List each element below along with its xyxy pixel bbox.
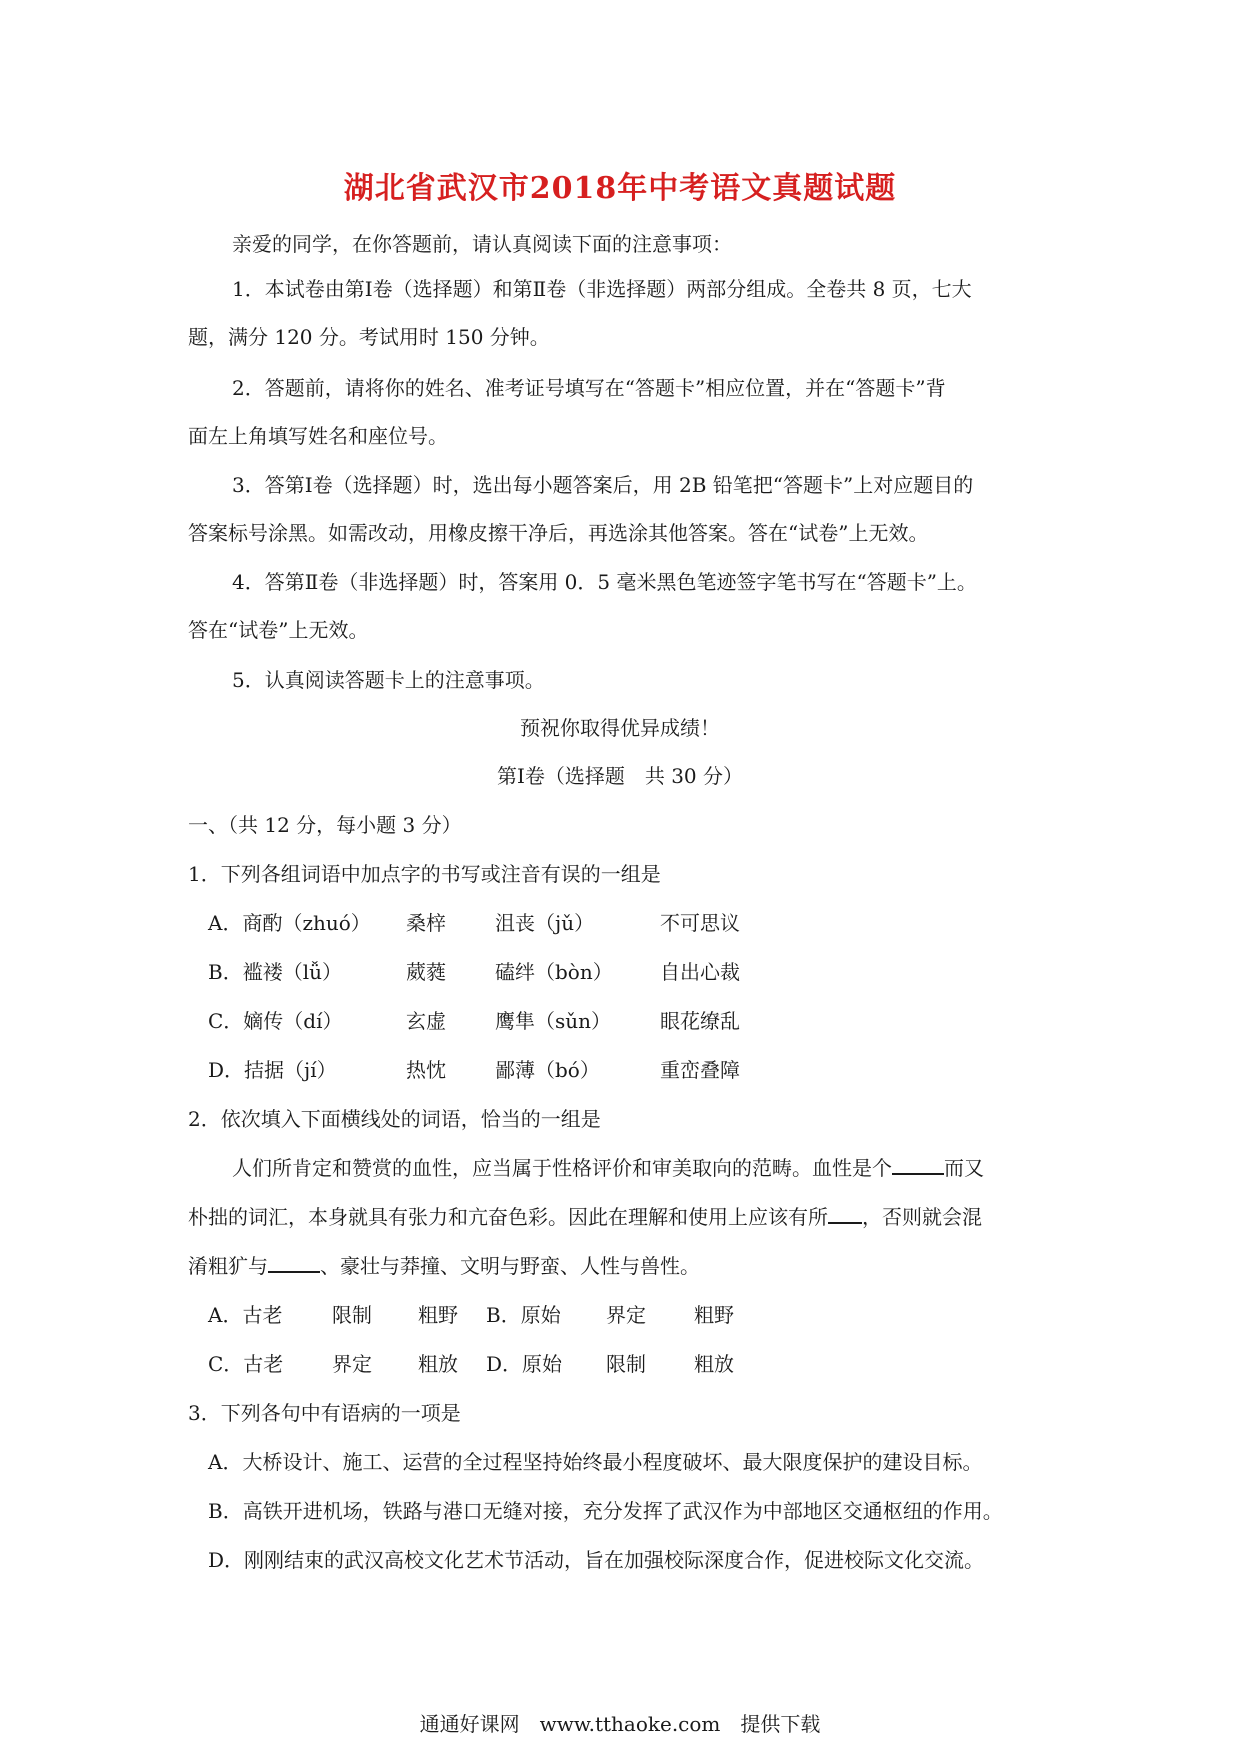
option-text: B．褴褛（lǚ） [208,960,342,984]
page-title: 湖北省武汉市2018年中考语文真题试题 [343,171,897,206]
note-3-line-1: 3．答第Ⅰ卷（选择题）时，选出每小题答案后，用 2B 铅笔把“答题卡”上对应题目的 [232,473,974,497]
option-text: 界定 [606,1303,646,1327]
note-4-line-2: 答在“试卷”上无效。 [188,618,369,642]
option-text: 桑梓 [406,911,446,935]
passage-text: ，否则就会混 [862,1205,982,1229]
question-1-stem: 1．下列各组词语中加点字的书写或注音有误的一组是 [188,862,661,886]
note-4-line-1: 4．答第Ⅱ卷（非选择题）时，答案用 0．5 毫米黑色笔迹签字笔书写在“答题卡”上。 [232,570,977,594]
option-text: 磕绊（bòn） [495,960,613,984]
question-3-option-b: B．高铁开进机场，铁路与港口无缝对接，充分发挥了武汉作为中部地区交通枢纽的作用。 [208,1499,1003,1523]
option-text: 粗野 [418,1303,458,1327]
option-text: 界定 [332,1352,372,1376]
option-text: 鹰隼（sǔn） [495,1009,612,1033]
option-text: 沮丧（jǔ） [495,911,595,935]
option-text: B．原始 [486,1303,561,1327]
answer-blank-3[interactable] [268,1253,320,1273]
question-2-options-ab [0,1301,1240,1329]
wish-text: 预祝你取得优异成绩！ [520,716,720,740]
option-text: 粗放 [418,1352,458,1376]
passage-text: 朴拙的词汇，本身就具有张力和亢奋色彩。因此在理解和使用上应该有所 [188,1205,828,1229]
option-text: 不可思议 [660,911,740,935]
part-one-heading: 一、（共 12 分，每小题 3 分） [188,813,462,837]
option-text: C．嫡传（dí） [208,1009,343,1033]
passage-text: 、豪壮与莽撞、文明与野蛮、人性与兽性。 [320,1254,700,1278]
option-text: 粗野 [694,1303,734,1327]
option-text: 热忱 [406,1058,446,1082]
question-1-option-d [0,1056,1240,1084]
intro-text: 亲爱的同学，在你答题前，请认真阅读下面的注意事项： [232,232,732,256]
option-text: 限制 [606,1352,646,1376]
question-2-stem: 2．依次填入下面横线处的词语，恰当的一组是 [188,1107,601,1131]
option-text: A．商酌（zhuó） [208,911,371,935]
option-text: 玄虚 [406,1009,446,1033]
option-text: D．原始 [486,1352,563,1376]
option-text: 鄙薄（bó） [495,1058,600,1082]
option-text: 重峦叠障 [660,1058,740,1082]
option-text: 眼花缭乱 [660,1009,740,1033]
note-5-line-1: 5．认真阅读答题卡上的注意事项。 [232,668,545,692]
option-text: D．拮据（jí） [208,1058,337,1082]
passage-text: 人们所肯定和赞赏的血性，应当属于性格评价和审美取向的范畴。血性是个 [232,1156,892,1180]
question-1-option-b [0,958,1240,986]
footer-source: 通通好课网 www.tthaoke.com 提供下载 [419,1712,821,1736]
question-2-passage-line-2 [188,1203,982,1231]
question-3-option-a: A．大桥设计、施工、运营的全过程坚持始终最小程度破坏、最大限度保护的建设目标。 [208,1450,983,1474]
answer-blank-1[interactable] [892,1155,944,1175]
passage-text: 而又 [944,1156,984,1180]
note-1-line-1: 1．本试卷由第Ⅰ卷（选择题）和第Ⅱ卷（非选择题）两部分组成。全卷共 8 页，七大 [232,277,972,301]
answer-blank-2[interactable] [828,1204,862,1224]
section-title: 第Ⅰ卷（选择题 共 30 分） [496,764,744,788]
option-text: 限制 [332,1303,372,1327]
note-1-line-2: 题，满分 120 分。考试用时 150 分钟。 [188,325,550,349]
note-2-line-1: 2．答题前，请将你的姓名、准考证号填写在“答题卡”相应位置，并在“答题卡”背 [232,376,946,400]
option-text: A．古老 [208,1303,283,1327]
option-text: 自出心裁 [660,960,740,984]
option-text: 粗放 [694,1352,734,1376]
question-2-passage-line-3 [188,1252,700,1280]
option-text: C．古老 [208,1352,284,1376]
question-1-option-a [0,909,1240,937]
note-3-line-2: 答案标号涂黑。如需改动，用橡皮擦干净后，再选涂其他答案。答在“试卷”上无效。 [188,521,929,545]
option-text: 葳蕤 [406,960,446,984]
question-3-option-d: D．刚刚结束的武汉高校文化艺术节活动，旨在加强校际深度合作，促进校际文化交流。 [208,1548,985,1572]
question-1-option-c [0,1007,1240,1035]
question-2-options-cd [0,1350,1240,1378]
question-3-stem: 3．下列各句中有语病的一项是 [188,1401,461,1425]
note-2-line-2: 面左上角填写姓名和座位号。 [188,424,448,448]
passage-text: 淆粗犷与 [188,1254,268,1278]
question-2-passage-line-1 [232,1154,984,1182]
